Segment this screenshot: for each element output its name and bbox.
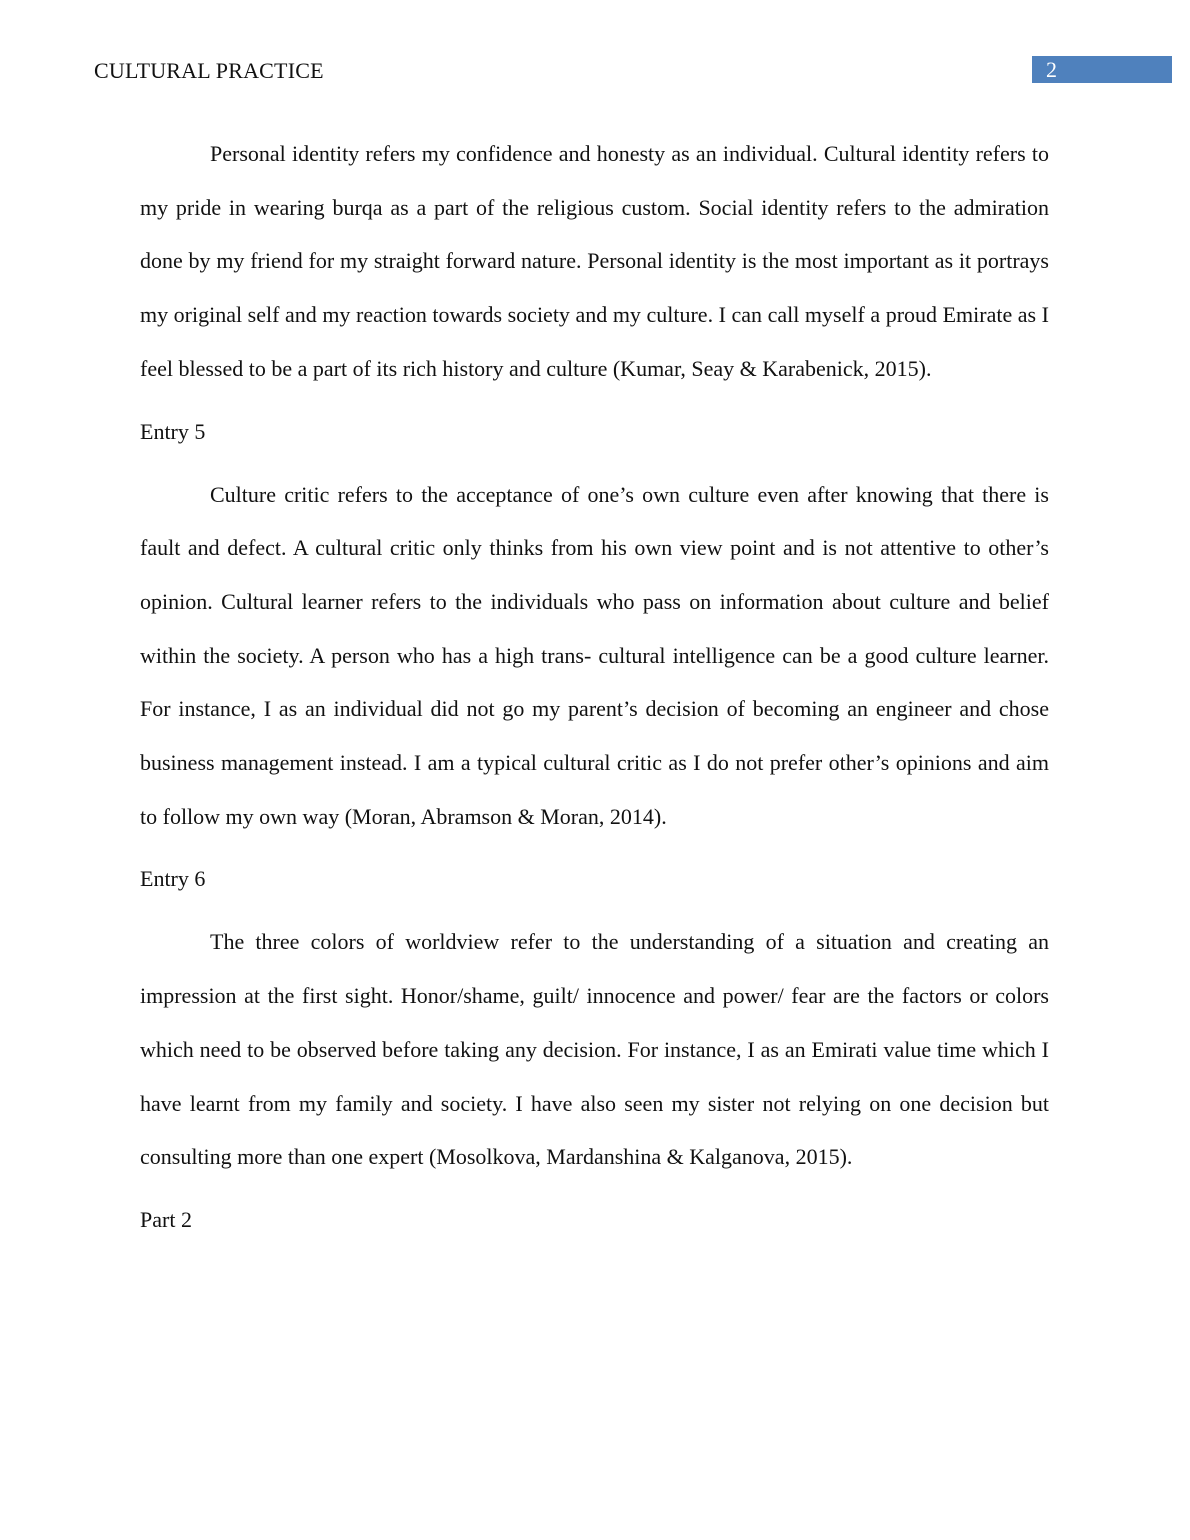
page-number: 2 [1046,57,1057,82]
heading-entry-5: Entry 5 [140,418,206,444]
paragraph-personal-identity: Personal identity refers my confidence and honesty as an individual. Cultural identity refers to my pride in wearing burqa as a part of the religious custom. Social identity refers to the admiration done by my friend for my straight forward nature. Personal identity is the most important as it portrays my original self and my reaction towards society and my culture. I can call myself a proud Emirate as I feel blessed to be a part of its rich history and culture (Kumar, Seay & Karabenick, 2015). [140,141,1049,381]
heading-part-2: Part 2 [140,1206,192,1232]
running-head: CULTURAL PRACTICE [94,58,324,83]
paragraph-worldview-colors: The three colors of worldview refer to the understanding of a situation and creating an impression at the first sight. Honor/shame, guilt/ innocence and power/ fear are the factors or colors which need to be observed before taking any decision. For instance, I as an Emirati value time which I have learnt from my family and society. I have also seen my sister not relying on one decision but consulting more than one expert (Mosolkova, Mardanshina & Kalganova, 2015). [140,929,1049,1170]
paragraph-culture-critic: Culture critic refers to the acceptance of one’s own culture even after knowing that there is fault and defect. A cultural critic only thinks from his own view point and is not attentive to other’s opinion. Cultural learner refers to the individuals who pass on information about culture and belief within the society. A person who has a high trans- cultural intelligence can be a good culture learner. For instance, I as an individual did not go my parent’s decision of becoming an engineer and chose business management instead. I am a typical cultural critic as I do not prefer other’s opinions and aim to follow my own way (Moran, Abramson & Moran, 2014). [140,481,1049,829]
heading-entry-6: Entry 6 [140,866,206,892]
document-body [140,127,1049,1256]
page-number-box [1032,56,1172,83]
